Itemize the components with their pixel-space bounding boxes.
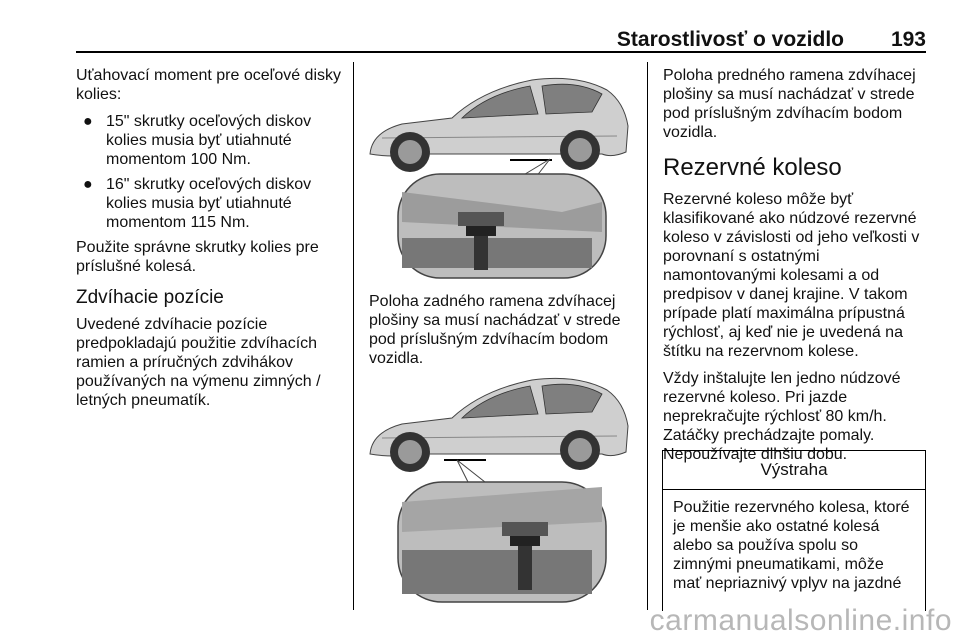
column-divider-1 (353, 62, 354, 610)
header-rule (76, 51, 926, 53)
warning-title: Výstraha (663, 451, 925, 490)
torque-list (76, 112, 346, 232)
watermark: carmanualsonline.info (649, 604, 952, 637)
section-heading-lifting: Zdvíhacie pozície (76, 287, 224, 308)
bullet-text: 16" skrutky oceľových diskov kolies musia byť utiahnuté momentom 115 Nm. (106, 176, 312, 231)
torque-intro: Uťahovací moment pre oceľové disky kolies: (76, 67, 342, 103)
warning-box (662, 450, 926, 611)
lifting-paragraph: Uvedené zdvíhacie pozície predpokladajú použitie zdvíhacích ramien a príručných zdvihákov používaných na výmenu zimných / letných pneumatík. (76, 316, 321, 409)
section-heading-spare-wheel: Rezervné koleso (663, 154, 842, 181)
front-lift-caption: Poloha predného ramena zdvíhacej plošiny sa musí nachádzať v strede pod príslušným zdvíhacím bodom vozidla. (663, 67, 916, 141)
rear-lift-point-illustration (362, 62, 636, 284)
list-item: ● 16" skrutky oceľových diskov kolies musia byť utiahnuté momentom 115 Nm. (83, 176, 312, 231)
rear-lift-caption: Poloha zadného ramena zdvíhacej plošiny sa musí nachádzať v strede pod príslušným zdvíhacím bodom vozidla. (369, 293, 621, 367)
front-lift-point-illustration (362, 372, 636, 604)
spare-wheel-paragraph-2: Vždy inštalujte len jedno núdzové rezervné koleso. Pri jazde neprekračujte rýchlosť 80 km/h. Zatáčky prechádzajte pomaly. Nepoužívajte dlhšiu dobu. (663, 370, 901, 463)
column-3 (663, 66, 925, 472)
warning-text: Použitie rezervného kolesa, ktoré je menšie ako ostatné kolesá alebo sa používa spolu so zimnými pneumatikami, môže mať nepriaznivý vplyv na jazdné (673, 499, 910, 592)
page-number: 193 (890, 28, 926, 51)
list-item: ● 15" skrutky oceľových diskov kolies musia byť utiahnuté momentom 100 Nm. (83, 113, 312, 168)
column-divider-2 (647, 62, 648, 610)
bullet-text: 15" skrutky oceľových diskov kolies musia byť utiahnuté momentom 100 Nm. (106, 113, 312, 168)
column-1 (76, 66, 346, 418)
spare-wheel-paragraph-1: Rezervné koleso môže byť klasifikované ako núdzové rezervné koleso v závislosti od jeho veľkosti v porovnaní s ostatnými namontovanými kolesami a od predpisov v danej krajine. V takom prípade platí maximálna prípustná rýchlosť, aj keď nie je uvedená na štítku na rezervnom kolese. (663, 191, 920, 360)
page-title: Starostlivosť o vozidlo (616, 28, 844, 51)
bolts-note: Použite správne skrutky kolies pre príslušné kolesá. (76, 239, 319, 275)
